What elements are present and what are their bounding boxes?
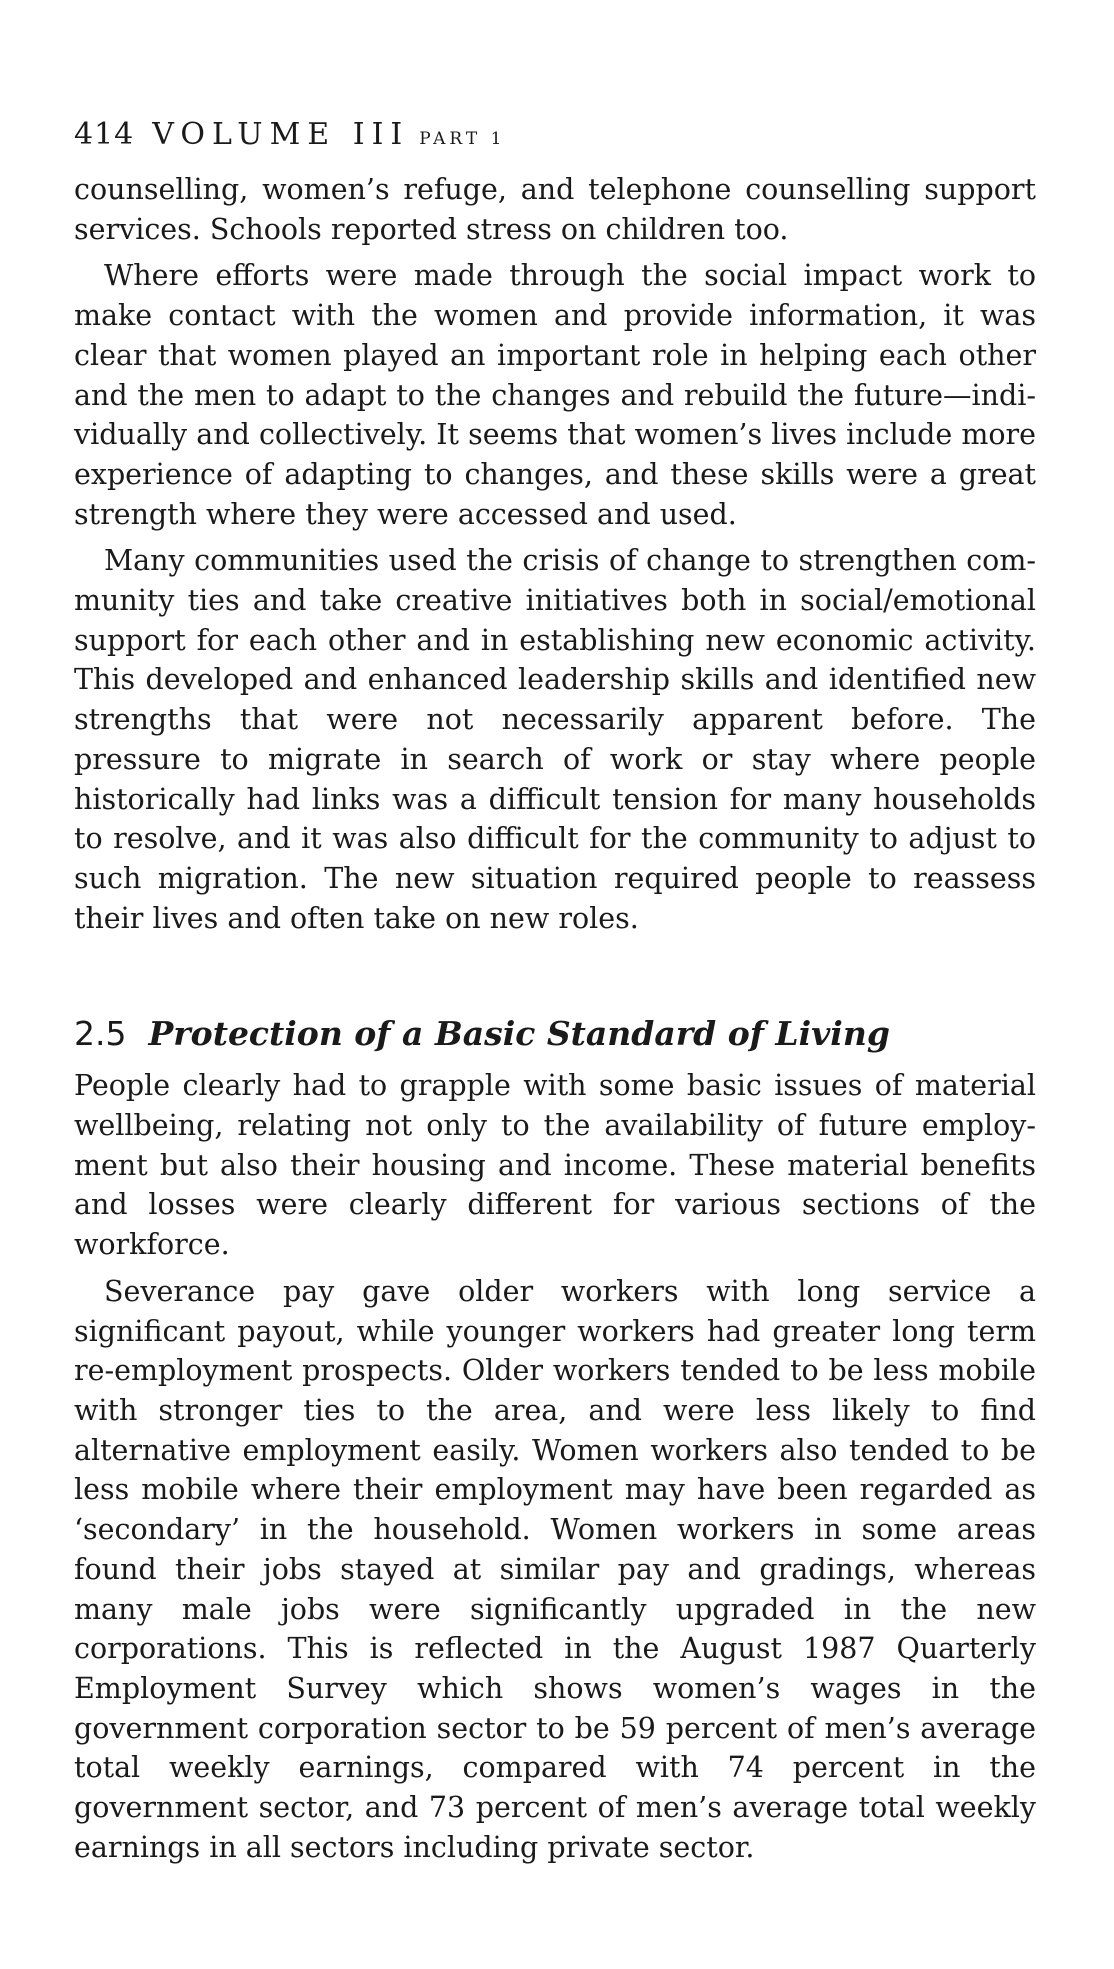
section-title: Protection of a Basic Standard of Living [148,1014,890,1054]
document-page [74,117,1036,1867]
volume-label: VOLUME III [152,117,410,152]
section-heading [74,1012,1036,1056]
running-head [74,117,1036,152]
page-number: 414 [74,117,135,152]
section-number: 2.5 [74,1014,127,1054]
paragraph: counselling, women’s refuge, and telephone counselling support services. Schools reported stress on children too. [74,173,1036,246]
paragraph: Severance pay gave older workers with long service a significant payout, while younger workers had greater long term re-employment prospects. Older workers tended to be less mobile with stronger ties to the area, and were less likely to find alternative employment easily. Women workers also tended to be less mobile where their employment may have been regarded as ‘secondary’ in the household. Women workers in some areas found their jobs stayed at similar pay and gradings, whereas many male jobs were significantly upgraded in the new corporations. This is reflected in the August 1987 Quarterly Employment Survey which shows women’s wages in the government corporation sector to be 59 percent of men’s average total weekly earnings, compared with 74 percent in the government sector, and 73 percent of men’s average total weekly earnings in all sectors including private sector. [74,1274,1036,1864]
paragraph: Where efforts were made through the social impact work to make contact with the women and provide information, it was clear that women played an important role in helping each other and the men to adapt to the changes and rebuild the future—individually and collectively. It seems that women’s lives include more experience of adapting to changes, and these skills were a great strength where they were accessed and used. [74,259,1036,531]
paragraph: Many communities used the crisis of change to strengthen community ties and take creative initiatives both in social/emotional support for each other and in establishing new economic activity. This developed and enhanced leadership skills and identified new strengths that were not necessarily apparent before. The pressure to migrate in search of work or stay where people historically had links was a difficult tension for many households to resolve, and it was also difficult for the community to adjust to such migration. The new situation required people to reassess their lives and often take on new roles. [74,544,1036,935]
paragraph: People clearly had to grapple with some basic issues of material wellbeing, relating not only to the availability of future employment but also their housing and income. These material benefits and losses were clearly different for various sections of the workforce. [74,1069,1036,1262]
part-label: PART 1 [419,129,506,149]
